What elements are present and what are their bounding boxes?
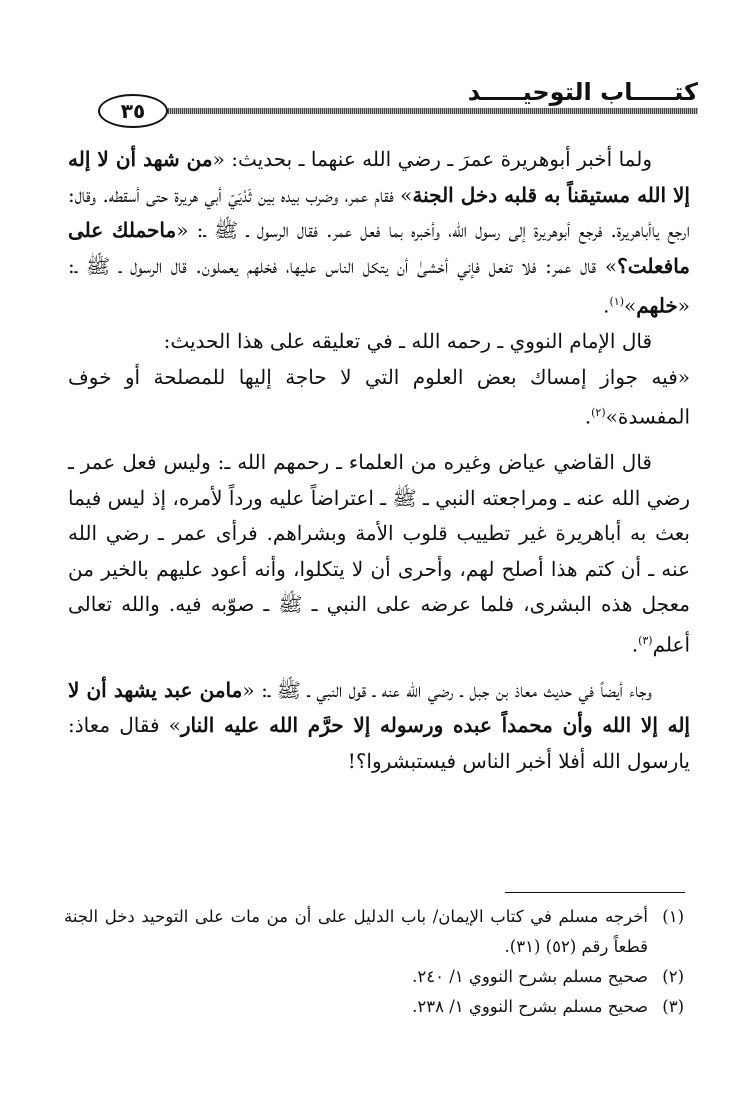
footnote-ref: (٢) [591, 406, 606, 420]
page-number: ٣٥ [120, 99, 146, 123]
footnotes [64, 902, 684, 1022]
footnote-number: (٣) [662, 997, 684, 1016]
footnote-number: (١) [662, 907, 684, 926]
footnote-number: (٢) [662, 967, 684, 986]
text-segment: ولما أخبر أبوهريرة عمرَ ـ رضي الله عنهما ـ بحديث: « [212, 147, 652, 171]
footnote-item [64, 992, 684, 1022]
footnote-ref: (١) [609, 295, 624, 308]
paragraph-qadi-iyad [68, 445, 690, 663]
header-rule [146, 108, 698, 114]
text-segment: . [584, 404, 592, 429]
page-number-badge [98, 94, 168, 128]
paragraph-muadh-hadith [68, 673, 690, 780]
text-segment: «فيه جواز إمساك بعض العلوم التي لا حاجة إليها للمصلحة أو خوف المفسدة» [68, 364, 690, 429]
hadith-quote: ماحملك على مافعلت؟ [68, 218, 690, 278]
paragraph-umar-hadith [68, 142, 690, 324]
footnote-text: صحيح مسلم بشرح النووي ١/ ٢٣٨. [412, 997, 648, 1016]
book-title: كتـــــاب التوحيـــــد [467, 78, 698, 106]
footnote-ref: (٣) [638, 633, 653, 647]
text-segment: » فقال معاذ: يارسول الله أفلا أخبر الناس فيستبشروا؟! [68, 713, 690, 773]
hadith-quote: مامن عبد يشهد أن لا إله إلا الله وأن محمداً عبده ورسوله إلا حرَّم الله عليه النار [68, 677, 690, 738]
text-segment: . [603, 293, 610, 318]
text-segment: » قال عمر: فلا تفعل فإني أخشىٰ أن يتكل الناس عليها، فخلهم يعملون. قال الرسول ـ ﷺ ـ: « [68, 253, 690, 318]
footnote-text: صحيح مسلم بشرح النووي ١/ ٢٤٠. [412, 967, 648, 986]
text-segment: » فقام عمر، وضرب بيده بين ثَدْيَيّ أبي هريرة حتى أسقطه. وقال: ارجع ياأباهريرة. فرجع أبوهريرة إلى رسول الله، وأخبره بما فعل عمر. فقال الرسول ـ ﷺ ـ: « [68, 182, 690, 242]
text-segment: . [631, 632, 639, 657]
hadith-quote: خلهم [636, 293, 678, 318]
text-segment: قال القاضي عياض وغيره من العلماء ـ رحمهم الله ـ: وليس فعل عمر ـ رضي الله عنه ـ ومراجعته النبي ـ ﷺ ـ اعتراضاً عليه ورداً لأمره، إذ ليس فيما بعث به أباهريرة غير تطييب قلوب الأمة وبشراهم. فرأى عمر ـ رضي الله عنه ـ أن كتم هذا أصلح لهم، وأحرى أن لا يتكلوا، وأنه أعود عليهم بالخير من معجل هذه البشرى، فلما عرضه على النبي ـ ﷺ ـ صوّبه فيه. والله تعالى أعلم [68, 450, 690, 657]
footnote-text: أخرجه مسلم في كتاب الإيمان/ باب الدليل على أن من مات على التوحيد دخل الجنة قطعاً رقم (٥٢) (٣١). [64, 907, 648, 956]
footnote-separator [505, 892, 685, 893]
paragraph-nawawi-quote [68, 360, 690, 436]
text-segment: وجاء أيضاً في حديث معاذ بن جبل ـ رضي الله عنه ـ قول النبي ـ ﷺ ـ: « [242, 677, 652, 702]
footnote-item [64, 962, 684, 992]
page-header [68, 78, 698, 122]
main-text [68, 142, 690, 779]
text-segment: » [623, 293, 637, 318]
hadith-quote: من شهد أن لا إله إلا الله مستيقناً به قلبه دخل الجنة [68, 147, 690, 207]
footnote-item [64, 902, 684, 962]
paragraph-nawawi-intro: قال الإمام النووي ـ رحمه الله ـ في تعليقه على هذا الحديث: [163, 329, 652, 354]
